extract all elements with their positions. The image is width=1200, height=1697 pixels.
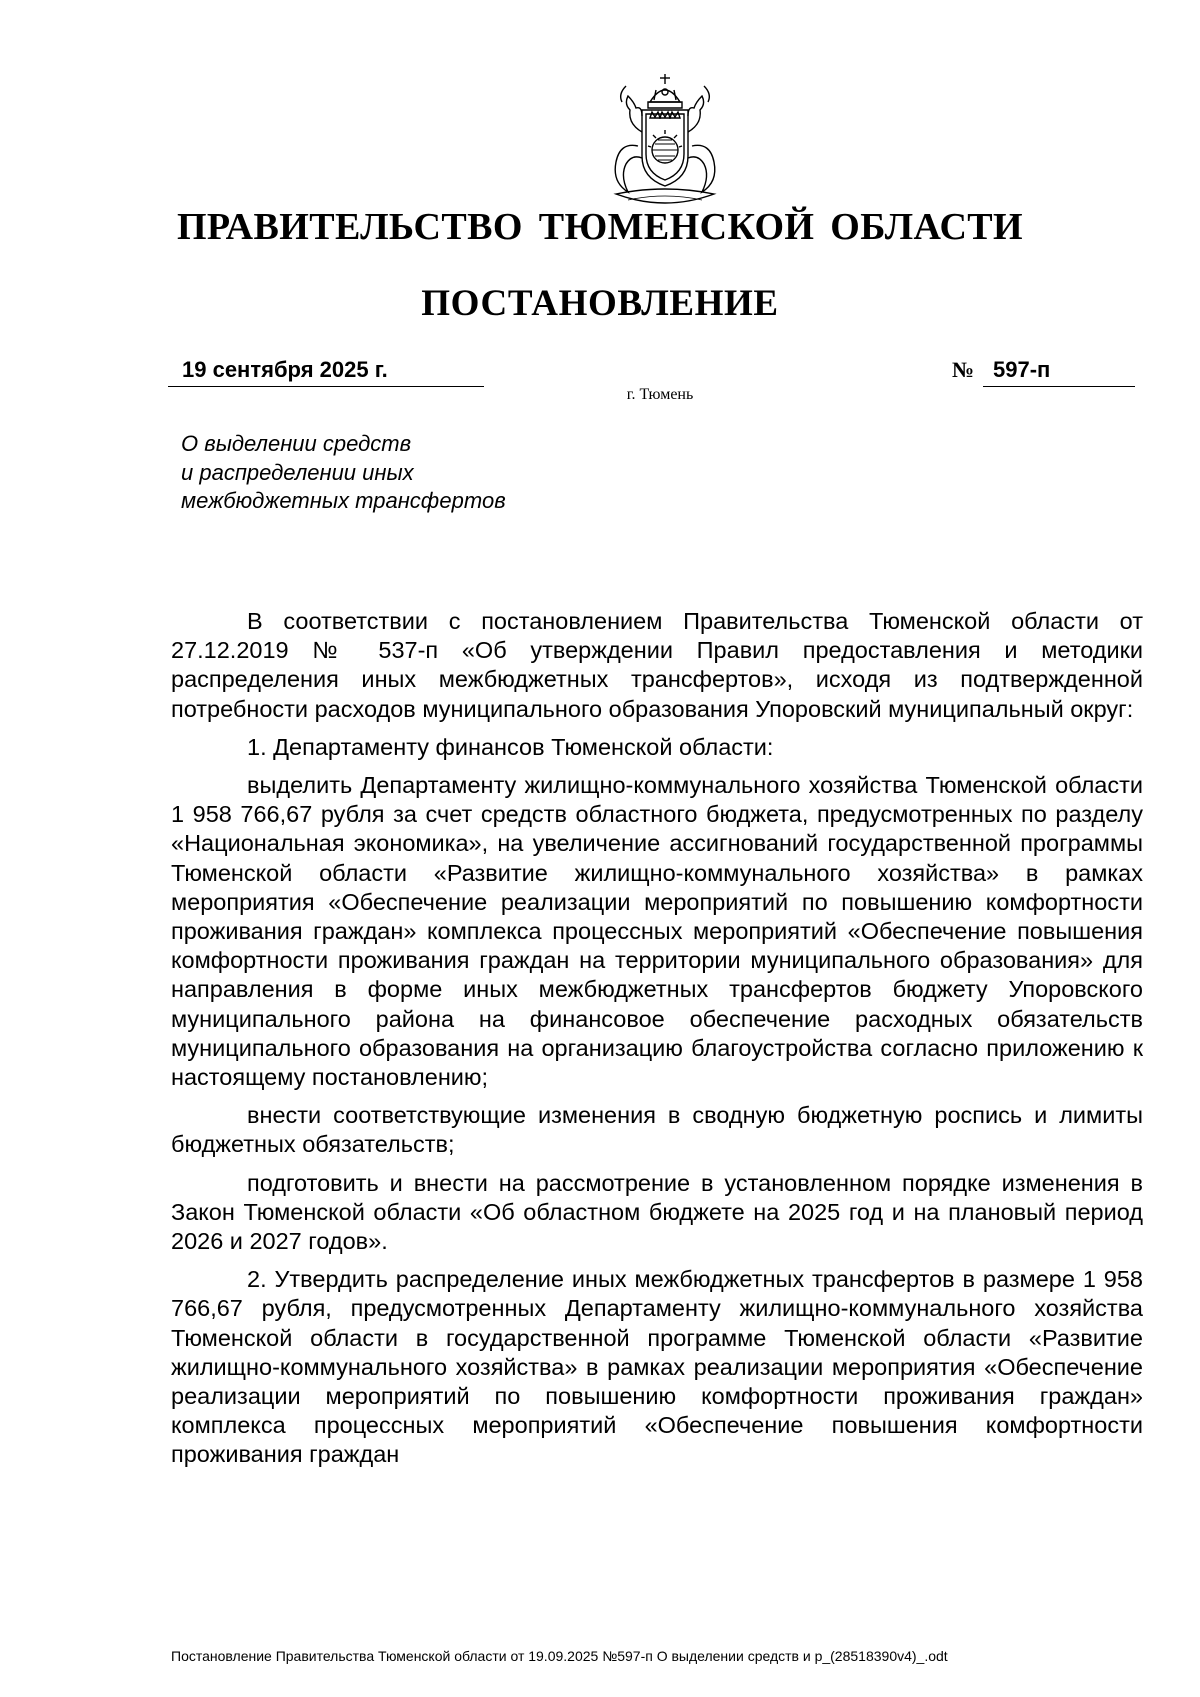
body-paragraph: выделить Департаменту жилищно-коммунального хозяйства Тюменской области 1 958 766,67 рубля за счет средств областного бюджета, предусмотренных по разделу «Национальная экономика», на увеличение ассигнований государственной программы Тюменской области «Развитие жилищно-коммунального хозяйства» в рамках мероприятия «Обеспечение реализации мероприятий по повышению комфортности проживания граждан» комплекса процессных мероприятий «Обеспечение повышения комфортности проживания граждан на территории муниципального образования» для направления в форме иных межбюджетных трансфертов бюджету Упоровского муниципального района на финансовое обеспечение расходных обязательств муниципального образования на организацию благоустройства согласно приложению к настоящему постановлению; bbox=[171, 772, 1143, 1091]
organization-title: ПРАВИТЕЛЬСТВО ТЮМЕНСКОЙ ОБЛАСТИ bbox=[176, 206, 1024, 248]
subject-line: и распределении иных bbox=[181, 459, 414, 485]
city: г. Тюмень bbox=[626, 386, 694, 403]
document-number: 597-п bbox=[993, 357, 1051, 382]
body-paragraph: внести соответствующие изменения в сводную бюджетную роспись и лимиты бюджетных обязательств; bbox=[171, 1102, 1143, 1158]
document-date-field bbox=[168, 356, 484, 387]
document-type: ПОСТАНОВЛЕНИЕ bbox=[421, 283, 779, 324]
coat-of-arms-icon bbox=[598, 72, 732, 210]
body-paragraph: 1. Департаменту финансов Тюменской области: bbox=[247, 733, 774, 760]
subject-line: О выделении средств bbox=[181, 431, 412, 456]
page-footer: Постановление Правительства Тюменской области от 19.09.2025 №597-п О выделении средств и р_(28518390v4)_.odt bbox=[171, 1648, 948, 1664]
document-body bbox=[171, 607, 1143, 1479]
body-paragraph: подготовить и внести на рассмотрение в установленном порядке изменения в Закон Тюменской области «Об областном бюджете на 2025 год и на плановый период 2026 и 2027 годов». bbox=[171, 1169, 1143, 1255]
document-subject bbox=[181, 430, 506, 516]
document-number-field bbox=[983, 356, 1135, 387]
number-label: № bbox=[952, 357, 975, 382]
document-date: 19 сентября 2025 г. bbox=[182, 357, 388, 382]
subject-line: межбюджетных трансфертов bbox=[181, 488, 506, 513]
body-paragraph: 2. Утвердить распределение иных межбюджетных трансфертов в размере 1 958 766,67 рубля, предусмотренных Департаменту жилищно-коммунального хозяйства Тюменской области в государственной программе Тюменской области «Развитие жилищно-коммунального хозяйства» в рамках реализации мероприятия «Обеспечение реализации мероприятий по повышению комфортности проживания граждан» комплекса процессных мероприятий «Обеспечение повышения комфортности проживания граждан bbox=[171, 1266, 1143, 1468]
body-paragraph: В соответствии с постановлением Правительства Тюменской области от 27.12.2019 № 537-п «Об утверждении Правил предоставления и методики распределения иных межбюджетных трансфертов», исходя из подтвержденной потребности расходов муниципального образования Упоровский муниципальный округ: bbox=[171, 608, 1143, 722]
